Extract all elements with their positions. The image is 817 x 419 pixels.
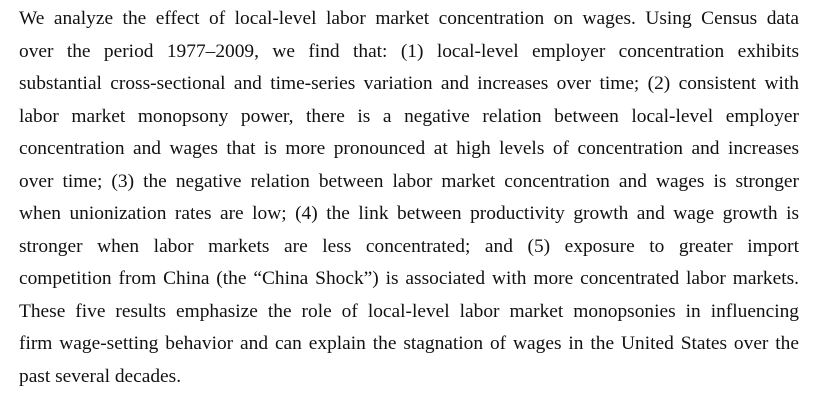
abstract-line-5: concentration and wages that is more pronounced at high levels of concentration and increases [19,138,799,159]
abstract-line-12: past several decades. [19,365,182,387]
abstract-line-6: over time; (3) the negative relation between labor market concentration and wages is stronger [19,170,799,192]
abstract-line-10: These five results emphasize the role of local-level labor market monopsonies in influencing [19,300,799,322]
abstract-line-7: when unionization rates are low; (4) the link between productivity growth and wage growth is [19,203,799,224]
abstract-line-4: labor market monopsony power, there is a negative relation between local-level employer [19,105,799,127]
abstract-line-11: firm wage-setting behavior and can explain the stagnation of wages in the United States over the [19,333,799,354]
abstract-line-3: substantial cross-sectional and time-series variation and increases over time; (2) consistent with [19,73,799,94]
abstract-paragraph [19,3,799,393]
abstract-line-8: stronger when labor markets are less concentrated; and (5) exposure to greater import [19,235,799,257]
abstract-line-9: competition from China (the “China Shock”) is associated with more concentrated labor markets. [19,268,799,289]
abstract-line-1: We analyze the effect of local-level labor market concentration on wages. Using Census data [19,8,799,29]
abstract-line-2: over the period 1977–2009, we find that: (1) local-level employer concentration exhibits [19,40,799,62]
